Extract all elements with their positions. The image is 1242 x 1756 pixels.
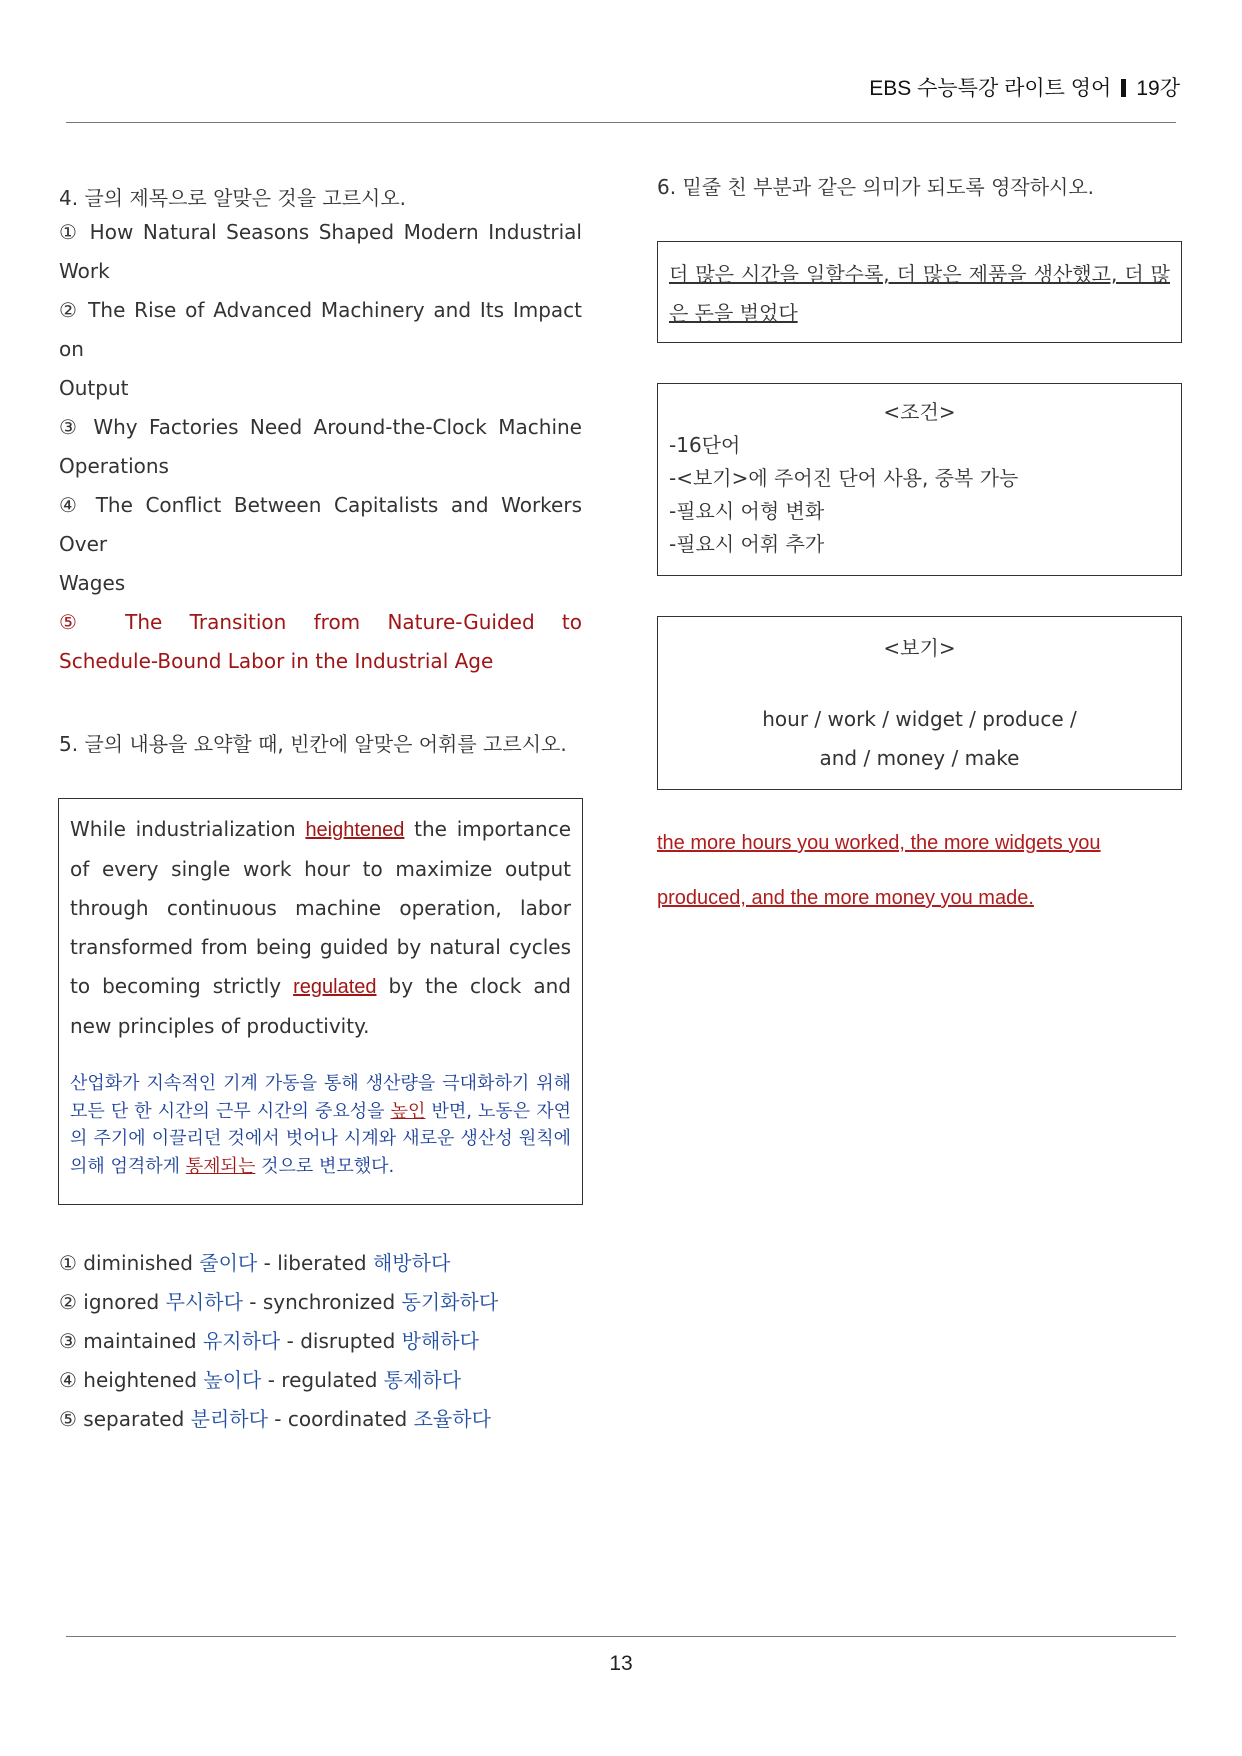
bogi-words-1: hour / work / widget / produce / (762, 707, 1077, 731)
q5-title: 5. 글의 내용을 요약할 때, 빈칸에 알맞은 어휘를 고르시오. (59, 732, 567, 756)
q5-choice-4-answer: ④ heightened 높이다 - regulated 통제하다 (59, 1368, 462, 1392)
footer-rule (66, 1636, 1176, 1637)
q4-options (59, 213, 582, 681)
q4-option-5-answer: ⑤ The Transition from Nature-Guided to Schedule-Bound Labor in the Industrial Age (59, 610, 582, 673)
q6-conditions-box (657, 383, 1182, 576)
conditions-title: <조건> (883, 400, 956, 424)
summary-ko-blank-2: 통제되는 (185, 1155, 256, 1177)
q6-bogi-box (657, 616, 1182, 790)
answer-line-1: the more hours you worked, the more widgets you (657, 832, 1101, 854)
q6-korean-sentence: 더 많은 시간을 일할수록, 더 많은 제품을 생산했고, 더 많은 돈을 벌었다 (669, 262, 1170, 325)
bogi-words-2: and / money / make (819, 746, 1020, 770)
page-header (869, 72, 1180, 102)
header-divider (1121, 79, 1126, 97)
q6-answer (657, 816, 1101, 926)
q5-choice-1: ① diminished 줄이다 - liberated 해방하다 (59, 1251, 451, 1275)
condition-item: -필요시 어형 변화 (669, 499, 825, 523)
header-rule (66, 122, 1176, 123)
q5-summary-box (58, 798, 583, 1205)
q5-choice-2: ② ignored 무시하다 - synchronized 동기화하다 (59, 1290, 499, 1314)
summary-english: While industrialization heightened the importance of every single work hour to maximize output through continuous machine operation, labor transformed from being guided by natural cycles to becoming strictly regulated by the clock and new principles of productivity. (70, 817, 571, 1038)
q5-choice-5: ⑤ separated 분리하다 - coordinated 조율하다 (59, 1407, 491, 1431)
q4-option-1: ① How Natural Seasons Shaped Modern Industrial Work (59, 220, 582, 283)
header-lesson: 19강 (1136, 77, 1180, 100)
header-title: EBS 수능특강 라이트 영어 (869, 77, 1112, 100)
condition-item: -필요시 어휘 추가 (669, 532, 825, 556)
page-number: 13 (609, 1652, 633, 1675)
q4-option-3: ③ Why Factories Need Around-the-Clock Machine Operations (59, 415, 582, 478)
q5-choice-3: ③ maintained 유지하다 - disrupted 방해하다 (59, 1329, 479, 1353)
condition-item: -16단어 (669, 433, 741, 457)
q4-title: 4. 글의 제목으로 알맞은 것을 고르시오. (59, 186, 407, 210)
summary-korean: 산업화가 지속적인 기계 가동을 통해 생산량을 극대화하기 위해 모든 단 한 시간의 근무 시간의 중요성을 높인 반면, 노동은 자연의 주기에 이끌리던 것에서 벗어나 시계와 새로운 생산성 원칙에 의해 엄격하게 통제되는 것으로 변모했다. (70, 1073, 571, 1177)
bogi-title: <보기> (883, 636, 956, 660)
q4-option-2: ② The Rise of Advanced Machinery and Its Impact on Output (59, 298, 582, 400)
summary-ko-blank-1: 높인 (390, 1100, 426, 1122)
q6-title: 6. 밑줄 친 부분과 같은 의미가 되도록 영작하시오. (657, 175, 1095, 199)
q5-choices (59, 1244, 498, 1439)
summary-blank-1: heightened (305, 819, 405, 841)
q4-option-4: ④ The Conflict Between Capitalists and Workers Over Wages (59, 493, 582, 595)
answer-line-2: produced, and the more money you made. (657, 887, 1034, 909)
q6-korean-box (657, 241, 1182, 343)
condition-item: -<보기>에 주어진 단어 사용, 중복 가능 (669, 466, 1019, 490)
summary-blank-2: regulated (293, 976, 377, 998)
